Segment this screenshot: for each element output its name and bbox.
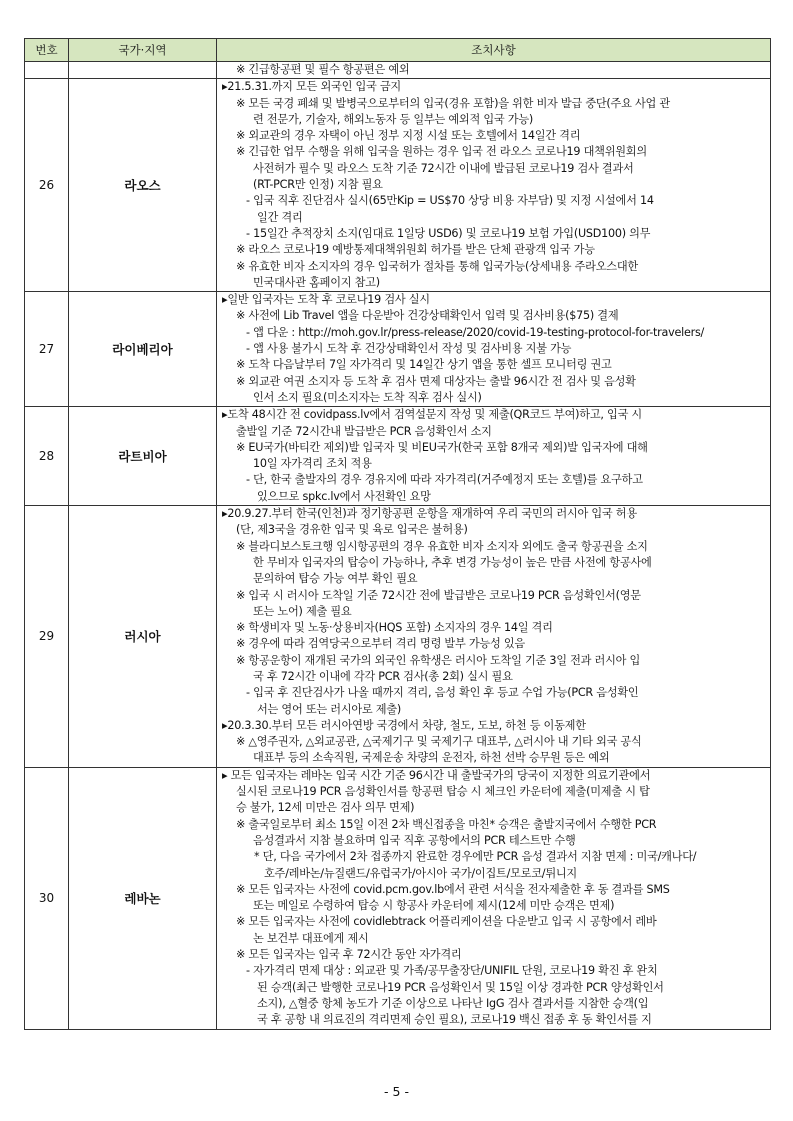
row-country: 라이베리아 (69, 292, 217, 407)
measure-line: 호주/레바논/뉴질랜드/유럽국가/아시아 국가/이집트/모로코/튀니지 (264, 866, 577, 880)
header-country: 국가·지역 (69, 39, 217, 62)
measure-line: - 입국 후 진단검사가 나올 때까지 격리, 음성 확인 후 등교 수업 가능(PCR 음성확인 (246, 686, 639, 700)
measure-line: 실시된 코로나19 PCR 음성확인서를 항공편 탑승 시 체크인 카운터에 제출(미제출 시 탑 (236, 785, 650, 799)
measure-line: ※ 긴급항공편 및 필수 항공편은 예외 (236, 63, 410, 76)
measure-line: 인서 소지 필요(미소지자는 도착 직후 검사 실시) (253, 390, 482, 404)
measure-line: ※ 경우에 따라 검역당국으로부터 격리 명령 발부 가능성 있음 (236, 637, 525, 651)
measure-line: ※ 모든 국경 폐쇄 및 발병국으로부터의 입국(경유 포함)을 위한 비자 발급 중단(주요 사업 관 (236, 96, 670, 110)
measure-line: 련 전문가, 기술자, 해외노동자 등 일부는 예외적 입국 가능) (253, 112, 533, 126)
measure-line: - 자가격리 면제 대상 : 외교관 및 가족/공무출장단/UNIFIL 단원, 코로나19 확진 후 완치 (246, 964, 658, 978)
measure-line: ※ 긴급한 업무 수행을 위해 입국을 원하는 경우 입국 전 라오스 코로나19 대책위원회의 (236, 145, 647, 159)
measure-line: ※ 유효한 비자 소지자의 경우 입국허가 절차를 통해 입국가능(상세내용 주라오스대한 (236, 259, 638, 273)
measure-line: 논 보건부 대표에게 제시 (253, 931, 369, 945)
measure-line: ※ △영주권자, △외교공관, △국제기구 및 국제기구 대표부, △러시아 내 기타 외국 공식 (236, 735, 642, 749)
measure-line: ※ 외교관 여권 소지자 등 도착 후 검사 면제 대상자는 출발 96시간 전 검사 및 음성확 (236, 374, 636, 388)
measure-line: ※ 도착 다음날부터 7일 자가격리 및 14일간 상기 앱을 통한 셀프 모니터링 권고 (236, 358, 612, 372)
measure-line: 문의하여 탑승 가능 여부 확인 필요 (253, 572, 418, 586)
measure-line: ※ 출국일로부터 최소 15일 이전 2차 백신접종을 마친* 승객은 출발지국에서 수행한 PCR (236, 817, 657, 831)
measure-line: 음성결과서 지참 불요하며 입국 직후 공항에서의 PCR 테스트만 수행 (253, 833, 576, 847)
measure-line: 국 후 공항 내 의료진의 격리면제 승인 필요), 코로나19 백신 접종 후 동 확인서를 지 (257, 1013, 652, 1027)
measure-line: 일간 격리 (257, 210, 303, 224)
page-number: - 5 - (384, 1084, 409, 1099)
measure-line: ※ 입국 시 러시아 도착일 기준 72시간 전에 발급받은 코로나19 PCR 음성확인서(영문 (236, 588, 641, 602)
row-number (25, 62, 69, 79)
row-country: 러시아 (69, 506, 217, 768)
row-country: 라오스 (69, 79, 217, 292)
measure-line: ※ 학생비자 및 노동·상용비자(HQS 포함) 소지자의 경우 14일 격리 (236, 621, 553, 635)
measure-line: ※ 라오스 코로나19 예방통제대책위원회 허가를 받은 단체 관광객 입국 가능 (236, 243, 595, 257)
measure-line: ▸일반 입국자는 도착 후 코로나19 검사 실시 (222, 293, 430, 307)
measure-line: ▸21.5.31.까지 모든 외국인 입국 금지 (222, 80, 401, 94)
measure-line: 또는 메일로 수령하여 탑승 시 항공사 카운터에 제시(12세 미만 승객은 면제) (253, 899, 615, 913)
measure-line: - 앱 사용 불가시 도착 후 건강상태확인서 작성 및 검사비용 지불 가능 (246, 342, 572, 356)
measure-line: ※ 사전에 Lib Travel 앱을 다운받아 건강상태확인서 입력 및 검사비용($75) 결제 (236, 309, 619, 323)
row-measures (217, 62, 771, 79)
row-measures (217, 767, 771, 1029)
row-country: 레바논 (69, 767, 217, 1029)
row-number: 28 (25, 407, 69, 506)
table-header-row (25, 39, 771, 62)
row-measures (217, 506, 771, 768)
measure-line: 승 불가, 12세 미만은 검사 의무 면제) (236, 801, 415, 815)
measure-line: (RT-PCR만 인정) 지참 필요 (253, 178, 383, 192)
row-country: 라트비아 (69, 407, 217, 506)
measure-line: 소지), △혈중 항체 농도가 기준 이상으로 나타난 IgG 검사 결과서를 지참한 승객(입 (257, 996, 649, 1010)
measure-line: 한 무비자 입국자의 탑승이 가능하나, 추후 변경 가능성이 높은 만큼 사전에 항공사에 (253, 555, 652, 569)
measure-line: - 앱 다운 : http://moh.gov.lr/press-release/2020/covid-19-testing-protocol-for-travelers/ (246, 325, 705, 339)
measure-line: 서는 영어 또는 러시아로 제출) (257, 702, 402, 716)
table-row (25, 407, 771, 506)
measure-line: ※ 외교관의 경우 자택이 아닌 정부 지정 시설 또는 호텔에서 14일간 격리 (236, 129, 581, 143)
row-measures (217, 407, 771, 506)
row-country (69, 62, 217, 79)
measure-line: - 입국 직후 진단검사 실시(65만Kip = US$70 상당 비용 자부담) 및 지정 시설에서 14 (246, 194, 654, 208)
measure-line: - 15일간 추적장치 소지(임대료 1일당 USD6) 및 코로나19 보험 가입(USD100) 의무 (246, 226, 651, 240)
measure-line: - 단, 한국 출발자의 경우 경유지에 따라 자가격리(거주예정지 또는 호텔)를 요구하고 (246, 473, 643, 487)
measure-line: 또는 노어) 제출 필요 (253, 604, 352, 618)
row-number: 26 (25, 79, 69, 292)
measure-line: ※ 모든 입국자는 입국 후 72시간 동안 자가격리 (236, 948, 462, 962)
measure-line: ▸ 모든 입국자는 레바논 입국 시간 기준 96시간 내 출발국가의 당국이 지정한 의료기관에서 (222, 768, 651, 782)
measure-line: ※ 모든 입국자는 사전에 covid.pcm.gov.lb에서 관련 서식을 전자제출한 후 동 결과를 SMS (236, 882, 670, 896)
measure-line: 사전허가 필수 및 라오스 도착 기준 72시간 이내에 발급된 코로나19 검사 결과서 (253, 161, 634, 175)
table-row (25, 292, 771, 407)
row-measures (217, 292, 771, 407)
measure-line: ▸도착 48시간 전 covidpass.lv에서 검역설문지 작성 및 제출(QR코드 부여)하고, 입국 시 (222, 408, 642, 422)
measure-line: 있으므로 spkc.lv에서 사전확인 요망 (257, 489, 431, 503)
measure-line: 출발일 기준 72시간내 발급받은 PCR 음성확인서 소지 (236, 424, 492, 438)
measure-line: * 단, 다음 국가에서 2차 접종까지 완료한 경우에만 PCR 음성 결과서 지참 면제 : 미국/캐나다/ (254, 850, 697, 864)
measure-line: ※ 모든 입국자는 사전에 covidlebtrack 어플리케이션을 다운받고 입국 시 공항에서 레바 (236, 915, 657, 929)
measure-line: ※ 항공운항이 재개된 국가의 외국인 유학생은 러시아 도착일 기준 3일 전과 러시아 입 (236, 653, 641, 667)
measure-line: 대표부 등의 소속직원, 국제운송 차량의 운전자, 하천 선박 승무원 등은 예외 (253, 751, 610, 765)
measures-table (24, 38, 771, 1030)
measure-line: ※ 블라디보스토크행 임시항공편의 경우 유효한 비자 소지자 외에도 출국 항공권을 소지 (236, 539, 648, 553)
table-row (25, 62, 771, 79)
row-number: 29 (25, 506, 69, 768)
measure-line: 10일 자가격리 조치 적용 (253, 457, 372, 471)
measure-line: ▸20.9.27.부터 한국(인천)과 정기항공편 운항을 재개하여 우리 국민의 러시아 입국 허용 (222, 507, 637, 521)
table-row (25, 767, 771, 1029)
table-row (25, 506, 771, 768)
row-measures (217, 79, 771, 292)
header-number: 번호 (25, 39, 69, 62)
table-row (25, 79, 771, 292)
row-number: 30 (25, 767, 69, 1029)
row-number: 27 (25, 292, 69, 407)
measure-line: 된 승객(최근 발행한 코로나19 PCR 음성확인서 및 15일 이상 경과한 PCR 양성확인서 (257, 980, 664, 994)
measure-line: ▸20.3.30.부터 모든 러시아연방 국경에서 차량, 철도, 도보, 하천 등 이동제한 (222, 718, 586, 732)
header-measures: 조치사항 (217, 39, 771, 62)
measure-line: (단, 제3국을 경유한 입국 및 육로 입국은 불허용) (236, 523, 468, 537)
measure-line: 국 후 72시간 이내에 각각 PCR 검사(총 2회) 실시 필요 (253, 669, 513, 683)
measure-line: ※ EU국가(바티칸 제외)발 입국자 및 비EU국가(한국 포함 8개국 제외)발 입국자에 대해 (236, 440, 648, 454)
measure-line: 민국대사관 홈페이지 참고) (253, 275, 380, 289)
